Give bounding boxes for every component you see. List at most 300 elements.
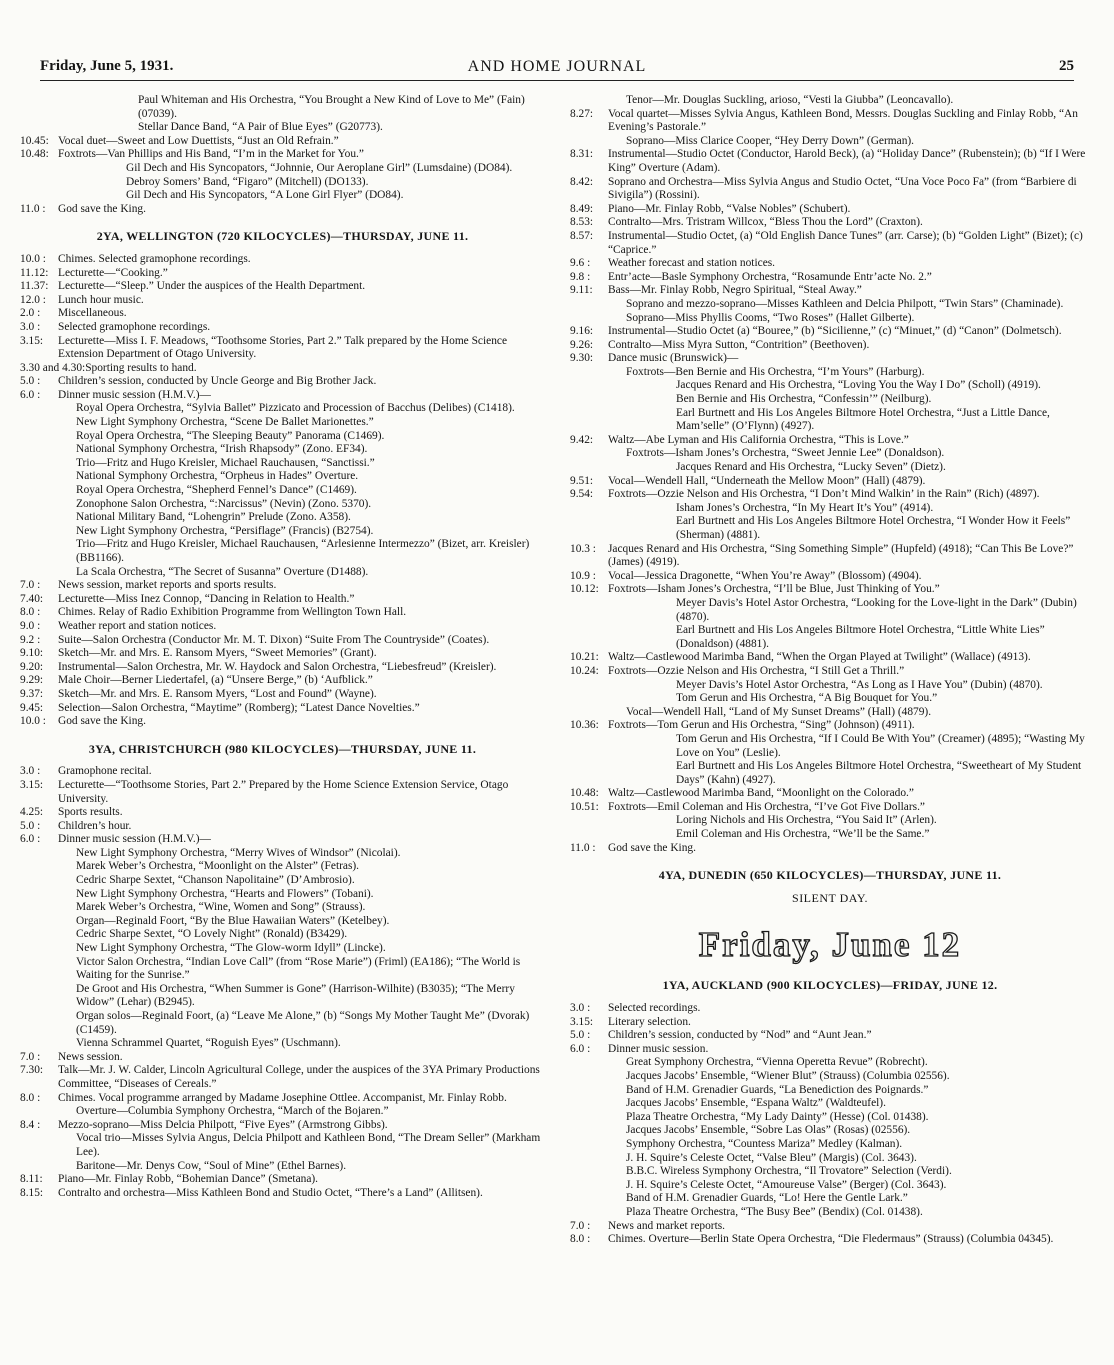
entry-text: Children’s session, conducted by “Nod” and “Aunt Jean.” (608, 1029, 872, 1042)
entry-text: Gramophone recital. (58, 765, 152, 778)
program-entry (570, 1165, 1090, 1179)
program-entry (570, 1043, 1090, 1057)
program-entry (570, 339, 1090, 353)
program-entry (570, 1124, 1090, 1138)
entry-time: 4.25: (20, 806, 44, 819)
entry-text: Weather report and station notices. (58, 619, 217, 632)
entry-text: Instrumental—Studio Octet, (a) “Old English Dance Tunes” (arr. Carse); (b) “Golden Light” (Bizet); (c) “Caprice.” (608, 229, 1083, 256)
program-entry (570, 1070, 1090, 1084)
entry-text: Chimes. Selected gramophone recordings. (58, 252, 251, 265)
entry-text: J. H. Squire’s Celeste Octet, “Valse Bleu” (Margis) (Col. 3643). (626, 1151, 917, 1164)
entry-text: New Light Symphony Orchestra, “Scene De Ballet Marionettes.” (76, 416, 374, 429)
entry-text: De Groot and His Orchestra, “When Summer is Gone” (Harrison-Wilhite) (B3035); “The Merry Widow” (Lehar) (B2945). (76, 982, 515, 1009)
entry-time: 9.37: (20, 687, 44, 700)
entry-time: 8.49: (570, 202, 594, 215)
program-entry (570, 543, 1090, 570)
program-entry (20, 294, 545, 308)
program-entry (570, 502, 1090, 516)
entry-text: Trio—Fritz and Hugo Kreisler, Michael Rauchausen, “Arlesienne Intermezzo” (Bizet, arr. Kreisler) (BB1166). (76, 538, 530, 564)
program-entry (570, 760, 1090, 787)
entry-text: Meyer Davis’s Hotel Astor Orchestra, “Looking for the Love-light in the Dark” (Dubin) (4870). (676, 596, 1077, 623)
program-entry (20, 307, 545, 321)
entry-text: News and market reports. (608, 1219, 726, 1232)
program-entry (20, 956, 545, 983)
entry-text: Foxtrots—Isham Jones’s Orchestra, “Sweet Jennie Lee” (Donaldson). (626, 447, 945, 460)
entry-time: 9.26: (570, 338, 594, 351)
entry-text: Selected recordings. (608, 1002, 701, 1015)
program-entry (20, 688, 545, 702)
program-entry (20, 389, 545, 403)
entry-time: 9.0 : (20, 619, 41, 632)
entry-text: Earl Burtnett and His Los Angeles Biltmore Hotel Orchestra, “Little White Lies” (Donaldson) (4881). (676, 624, 1045, 650)
program-entry (20, 375, 545, 389)
entry-time: 8.31: (570, 148, 594, 161)
program-entry (20, 1187, 545, 1201)
entry-time: 10.48: (570, 787, 599, 800)
entry-time: 8.15: (20, 1186, 44, 1199)
program-entry (20, 942, 545, 956)
entry-text: Foxtrots—Ozzie Nelson and His Orchestra, “I Don’t Mind Walkin’ in the Rain” (Rich) (4897). (608, 488, 1040, 501)
section-heading-christchurch: 3YA, CHRISTCHURCH (980 KILOCYCLES)—THURSDAY, JUNE 11. (88, 741, 477, 756)
program-entry (570, 461, 1090, 475)
program-entry (20, 267, 545, 281)
entry-text: Waltz—Abe Lyman and His California Orchestra, “This is Love.” (608, 433, 909, 446)
program-entry (570, 94, 1090, 108)
program-entry (570, 515, 1090, 542)
entry-text: Waltz—Castlewood Marimba Band, “When the Organ Played at Twilight” (Wallace) (4913). (608, 651, 1031, 664)
entry-text: Soprano—Miss Clarice Cooper, “Hey Derry Down” (German). (626, 134, 915, 147)
program-entry (570, 1220, 1090, 1234)
entry-time: 8.53: (570, 216, 594, 229)
entry-text: Lecturette—“Toothsome Stories, Part 2.” Prepared by the Home Science Extension Service, Otago University. (58, 778, 509, 805)
entry-time: 11.0 : (20, 202, 46, 215)
entry-text: Victor Salon Orchestra, “Indian Love Call” (from “Rose Marie”) (Friml) (EA186); “The World is Waiting for the Sunrise.” (76, 955, 521, 982)
program-entry (20, 189, 545, 203)
entry-text: Royal Opera Orchestra, “The Sleeping Beauty” Panorama (C1469). (76, 429, 385, 442)
program-entry (20, 874, 545, 888)
program-entry (20, 430, 545, 444)
entry-time: 9.51: (570, 474, 594, 487)
entry-time: 10.21: (570, 651, 599, 664)
program-entry (20, 915, 545, 929)
entry-time: 10.0 : (20, 252, 46, 265)
entry-text: Tom Gerun and His Orchestra, “If I Could Be With You” (Creamer) (4895); “Wasting My Love on You” (Leslie). (676, 732, 1085, 759)
program-entry (570, 1097, 1090, 1111)
entry-text: Meyer Davis’s Hotel Astor Orchestra, “As Long as I Have You” (Dubin) (4870). (676, 678, 1043, 691)
entry-text: Contralto and orchestra—Miss Kathleen Bond and Studio Octet, “There’s a Land” (Allitsen). (58, 1186, 483, 1199)
entry-text: Band of H.M. Grenadier Guards, “La Benediction des Poignards.” (626, 1083, 929, 1096)
program-entry (20, 715, 545, 729)
entry-time: 11.37: (20, 280, 49, 293)
entry-time: 9.20: (20, 660, 44, 673)
entry-text: Plaza Theatre Orchestra, “My Lady Dainty” (Hesse) (Col. 01438). (626, 1110, 929, 1123)
program-entry (570, 1138, 1090, 1152)
entry-text: Great Symphony Orchestra, “Vienna Operetta Revue” (Robrecht). (626, 1056, 928, 1069)
entry-time: 2.0 : (20, 307, 41, 320)
program-entry (570, 1152, 1090, 1166)
program-entry (570, 733, 1090, 760)
program-entry (570, 801, 1090, 815)
program-entry (570, 665, 1090, 679)
program-entry (570, 1056, 1090, 1070)
entry-time: 7.0 : (570, 1219, 591, 1232)
program-entry (20, 94, 545, 121)
entry-time: 3.0 : (20, 765, 41, 778)
entry-time: 9.30: (570, 352, 594, 365)
entry-text: Instrumental—Studio Octet (a) “Bouree,” (b) “Sicilienne,” (c) “Minuet,” (d) “Canon” (Dolmetsch). (608, 325, 1062, 338)
entry-time: 7.30: (20, 1064, 44, 1077)
entry-text: Vienna Schrammel Quartet, “Roguish Eyes” (Uschmann). (76, 1037, 341, 1050)
program-entry (20, 148, 545, 162)
entry-time: 5.0 : (20, 819, 41, 832)
program-entry (570, 108, 1090, 135)
program-entry (570, 135, 1090, 149)
entry-text: Vocal—Wendell Hall, “Underneath the Mellow Moon” (Hall) (4879). (608, 474, 926, 487)
program-entry (20, 1064, 545, 1091)
program-entry (20, 402, 545, 416)
program-entry (570, 434, 1090, 448)
program-entry (570, 597, 1090, 624)
program-entry (570, 1016, 1090, 1030)
entry-time: 9.16: (570, 325, 594, 338)
entry-time: 8.0 : (570, 1233, 591, 1246)
entry-time: 9.54: (570, 488, 594, 501)
entry-text: Overture—Columbia Symphony Orchestra, “March of the Bojaren.” (76, 1105, 389, 1118)
entry-text: Gil Dech and His Syncopators, “A Lone Girl Flyer” (DO84). (126, 189, 404, 202)
program-entry (570, 379, 1090, 393)
program-entry (570, 570, 1090, 584)
program-entry (20, 280, 545, 294)
entry-text: Stellar Dance Band, “A Pair of Blue Eyes” (G20773). (138, 121, 383, 134)
program-entry (570, 814, 1090, 828)
page-number: 25 (1059, 58, 1074, 74)
program-entry (570, 651, 1090, 665)
entry-time: 5.0 : (20, 375, 41, 388)
program-entry (20, 176, 545, 190)
entry-text: Sporting results to hand. (85, 361, 197, 374)
entry-time: 8.57: (570, 229, 594, 242)
program-entry (20, 416, 545, 430)
entry-text: Earl Burtnett and His Los Angeles Biltmore Hotel Orchestra, “I Wonder How it Feels” (Sherman) (4881). (676, 515, 1071, 541)
entry-time: 9.8 : (570, 270, 591, 283)
entry-text: Miscellaneous. (58, 307, 127, 320)
program-entry (20, 833, 545, 847)
program-entry (20, 1132, 545, 1159)
program-entry (570, 216, 1090, 230)
entry-text: Jacques Renard and His Orchestra, “Lucky Seven” (Dietz). (676, 461, 946, 474)
entry-text: Sports results. (58, 806, 123, 819)
entry-text: Contralto—Mrs. Tristram Willcox, “Bless Thou the Lord” (Craxton). (608, 216, 923, 229)
program-entry (570, 1192, 1090, 1206)
program-entry (20, 820, 545, 834)
entry-text: Contralto—Miss Myra Sutton, “Contrition” (Beethoven). (608, 338, 870, 351)
entry-text: Piano—Mr. Finlay Robb, “Valse Nobles” (Schubert). (608, 202, 851, 215)
program-entry (20, 765, 545, 779)
program-entry (570, 679, 1090, 693)
entry-text: Dinner music session (H.M.V.)— (58, 833, 211, 846)
program-entry (20, 498, 545, 512)
entry-time: 7.0 : (20, 579, 41, 592)
entry-text: Loring Nichols and His Orchestra, “You Said It” (Arlen). (676, 814, 937, 827)
section-heading-wellington: 2YA, WELLINGTON (720 KILOCYCLES)—THURSDAY, JUNE 11. (96, 229, 469, 244)
entry-text: Instrumental—Salon Orchestra, Mr. W. Haydock and Salon Orchestra, “Liebesfreud” (Kreisler). (58, 660, 497, 673)
entry-text: Talk—Mr. J. W. Calder, Lincoln Agricultural College, under the auspices of the 3YA Primary Productions Committee, “Diseases of Cereals.” (58, 1064, 540, 1090)
entry-text: Soprano and mezzo-soprano—Misses Kathleen and Delcia Philpott, “Twin Stars” (Chaminade). (626, 297, 1064, 310)
entry-text: J. H. Squire’s Celeste Octet, “Amoureuse Valse” (Berger) (Col. 3643). (626, 1178, 947, 1191)
program-list (20, 253, 545, 729)
entry-text: Chimes. Relay of Radio Exhibition Programme from Wellington Town Hall. (58, 606, 407, 619)
program-entry (20, 901, 545, 915)
program-entry (570, 203, 1090, 217)
issue-date: Friday, June 5, 1931. (40, 58, 174, 74)
entry-text: Children’s session, conducted by Uncle George and Big Brother Jack. (58, 375, 377, 388)
entry-time: 8.11: (20, 1173, 43, 1186)
entry-text: Marek Weber’s Orchestra, “Wine, Women and Song” (Strauss). (76, 901, 366, 914)
entry-text: National Symphony Orchestra, “Orpheus in Hades” Overture. (76, 470, 359, 483)
entry-text: Jacques Jacobs’ Ensemble, “Wiener Blut” (Strauss) (Columbia 02556). (626, 1070, 950, 1082)
entry-text: Symphony Orchestra, “Countess Mariza” Medley (Kalman). (626, 1137, 903, 1150)
program-entry (570, 407, 1090, 434)
program-entry (570, 148, 1090, 175)
entry-time: 8.42: (570, 175, 594, 188)
entry-text: Lecturette—Miss I. F. Meadows, “Toothsome Stories, Part 2.” Talk prepared by the Home Science Extension Department of Otago University. (58, 334, 507, 361)
entry-text: Cedric Sharpe Sextet, “O Lovely Night” (Ronald) (B3429). (76, 928, 348, 941)
entry-time: 11.12: (20, 266, 49, 279)
entry-text: B.B.C. Wireless Symphony Orchestra, “Il Trovatore” Selection (Verdi). (626, 1165, 952, 1178)
entry-text: News session. (58, 1050, 123, 1063)
program-entry (570, 312, 1090, 326)
program-entry (570, 393, 1090, 407)
entry-time: 5.0 : (570, 1029, 591, 1042)
program-entry (20, 1037, 545, 1051)
program-entry (20, 457, 545, 471)
program-entry (570, 719, 1090, 733)
entry-text: National Military Band, “Lohengrin” Prelude (Zono. A358). (76, 511, 351, 524)
section-heading-auckland: 1YA, AUCKLAND (900 KILOCYCLES)—FRIDAY, JUNE 12. (662, 978, 998, 993)
entry-text: Zonophone Salon Orchestra, “:Narcissus” (Nevin) (Zono. 5370). (76, 497, 372, 510)
entry-text: Foxtrots—Van Phillips and His Band, “I’m in the Market for You.” (58, 148, 364, 161)
program-entry (570, 842, 1090, 856)
entry-text: Organ solos—Reginald Foort, (a) “Leave Me Alone,” (b) “Songs My Mother Taught Me” (Dvorak) (C1459). (76, 1010, 530, 1036)
entry-text: Marek Weber’s Orchestra, “Moonlight on the Alster” (Fetras). (76, 860, 360, 873)
right-column (570, 94, 1090, 1247)
entry-time: 8.0 : (20, 606, 41, 619)
program-entry (570, 787, 1090, 801)
program-entry (20, 121, 545, 135)
day-heading: Friday, June 12 (698, 925, 962, 965)
page-header (40, 58, 1074, 82)
left-column (20, 94, 545, 1200)
entry-text: Bass—Mr. Finlay Robb, Negro Spiritual, “Steal Away.” (608, 284, 862, 297)
entry-text: God save the King. (58, 715, 146, 728)
entry-time: 9.11: (570, 284, 593, 297)
entry-text: Vocal quartet—Misses Sylvia Angus, Kathleen Bond, Messrs. Douglas Suckling and Finlay Robb, “An Evening’s Pastorale.” (608, 107, 1078, 134)
program-entry (20, 335, 545, 362)
entry-text: Emil Coleman and His Orchestra, “We’ll be the Same.” (676, 828, 930, 841)
entry-text: Royal Opera Orchestra, “Sylvia Ballet” Pizzicato and Procession of Bacchus (Delibes) (C1418). (76, 402, 515, 415)
entry-text: New Light Symphony Orchestra, “Hearts and Flowers” (Tobani). (76, 887, 374, 900)
entry-text: News session, market reports and sports results. (58, 579, 277, 592)
entry-text: Vocal duet—Sweet and Low Duettists, “Just an Old Refrain.” (58, 134, 339, 147)
entry-text: Earl Burtnett and His Los Angeles Biltmore Hotel Orchestra, “Sweetheart of My Student Days” (Kahn) (4927). (676, 760, 1082, 786)
entry-text: Dinner music session (H.M.V.)— (58, 388, 211, 401)
journal-title: AND HOME JOURNAL (467, 58, 647, 75)
entry-text: Soprano—Miss Phyllis Cooms, “Two Roses” (Hallet Gilberte). (626, 311, 915, 324)
program-entry (20, 1051, 545, 1065)
entry-time: 8.4 : (20, 1118, 41, 1131)
program-entry (20, 620, 545, 634)
entry-time: 9.45: (20, 701, 44, 714)
entry-text: Lecturette—“Sleep.” Under the auspices of the Health Department. (58, 280, 366, 293)
entry-text: Suite—Salon Orchestra (Conductor Mr. M. T. Dixon) “Suite From The Countryside” (Coates). (58, 633, 490, 646)
entry-text: Cedric Sharpe Sextet, “Chanson Napolitaine” (D’Ambrosio). (76, 874, 355, 887)
program-entry (570, 366, 1090, 380)
entry-time: 7.0 : (20, 1050, 41, 1063)
program-entry (20, 647, 545, 661)
program-entry (570, 257, 1090, 271)
entry-text: Vocal—Wendell Hall, “Land of My Sunset Dreams” (Hall) (4879). (626, 705, 932, 718)
entry-time: 6.0 : (570, 1042, 591, 1055)
program-entry (570, 583, 1090, 597)
entry-time: 3.0 : (570, 1002, 591, 1015)
program-entry (570, 706, 1090, 720)
entry-text: Selected gramophone recordings. (58, 320, 211, 333)
entry-text: Ben Bernie and His Orchestra, “Confessin’” (Neilburg). (676, 393, 932, 406)
entry-text: Sketch—Mr. and Mrs. E. Ransom Myers, “Sweet Memories” (Grant). (58, 647, 377, 660)
entry-text: Earl Burtnett and His Los Angeles Biltmore Hotel Orchestra, “Just a Little Dance, Mam’selle” (O’Flynn) (4927). (676, 406, 1050, 433)
program-entry (20, 525, 545, 539)
program-entry (20, 593, 545, 607)
entry-text: Plaza Theatre Orchestra, “The Busy Bee” (Bendix) (Col. 01438). (626, 1205, 923, 1218)
program-entry (570, 230, 1090, 257)
program-entry (570, 447, 1090, 461)
entry-text: Foxtrots—Emil Coleman and His Orchestra, “I’ve Got Five Dollars.” (608, 800, 925, 813)
program-entry (20, 983, 545, 1010)
program-entry (20, 634, 545, 648)
entry-text: Royal Opera Orchestra, “Shepherd Fennel’s Dance” (C1469). (76, 484, 357, 497)
program-entry (20, 162, 545, 176)
entry-text: Jacques Jacobs’ Ensemble, “Espana Waltz” (Waldteufel). (626, 1097, 886, 1110)
program-entry (20, 484, 545, 498)
program-entry (570, 176, 1090, 203)
entry-text: Literary selection. (608, 1015, 691, 1028)
entry-time: 3.0 : (20, 320, 41, 333)
entry-text: Dance music (Brunswick)— (608, 352, 739, 365)
program-entry (20, 1010, 545, 1037)
program-entry (570, 692, 1090, 706)
entry-text: God save the King. (608, 841, 696, 854)
header-rule (40, 80, 1074, 81)
program-list (570, 1002, 1090, 1247)
program-entry (20, 1160, 545, 1174)
program-entry (20, 253, 545, 267)
entry-time: 7.40: (20, 592, 44, 605)
entry-text: Piano—Mr. Finlay Robb, “Bohemian Dance” (Smetana). (58, 1173, 319, 1186)
entry-text: Waltz—Castlewood Marimba Band, “Moonlight on the Colorado.” (608, 787, 914, 800)
entry-text: God save the King. (58, 202, 146, 215)
entry-text: Paul Whiteman and His Orchestra, “You Brought a New Kind of Love to Me” (Fain) (07039). (138, 94, 525, 120)
program-entry (20, 1105, 545, 1119)
entry-time: 9.2 : (20, 633, 41, 646)
entry-text: Jacques Jacobs’ Ensemble, “Sobre Las Olas” (Rosas) (02556). (626, 1124, 911, 1137)
entry-text: National Symphony Orchestra, “Irish Rhapsody” (Zono. EF34). (76, 443, 368, 456)
program-entry (20, 1092, 545, 1106)
entry-text: Selection—Salon Orchestra, “Maytime” (Romberg); “Latest Dance Novelties.” (58, 701, 420, 714)
program-entry (570, 298, 1090, 312)
program-entry (570, 284, 1090, 298)
program-entry (20, 362, 545, 376)
entry-text: Debroy Somers’ Band, “Figaro” (Mitchell) (DO133). (126, 175, 369, 188)
entry-text: Weather forecast and station notices. (608, 257, 776, 270)
program-entry (20, 847, 545, 861)
entry-text: Foxtrots—Ozzie Nelson and His Orchestra, “I Still Get a Thrill.” (608, 664, 905, 677)
entry-text: Male Choir—Berner Liedertafel, (a) “Unsere Berge,” (b) ‘Aufblick.” (58, 674, 373, 687)
entry-text: Soprano and Orchestra—Miss Sylvia Angus and Studio Octet, “Una Voce Poco Fa” (from “Barbiere di Sivigila”) (Rossini). (608, 175, 1077, 202)
entry-text: Foxtrots—Ben Bernie and His Orchestra, “I’m Yours” (Harburg). (626, 365, 925, 378)
entry-text: New Light Symphony Orchestra, “The Glow-worm Idyll” (Lincke). (76, 942, 386, 955)
program-entry (20, 203, 545, 217)
entry-time: 9.10: (20, 647, 44, 660)
entry-text: Trio—Fritz and Hugo Kreisler, Michael Rauchausen, “Sanctissi.” (76, 456, 375, 469)
program-entry (570, 1206, 1090, 1220)
entry-text: La Scala Orchestra, “The Secret of Susanna” Overture (D1488). (76, 565, 369, 578)
entry-text: Isham Jones’s Orchestra, “In My Heart It’s You” (4914). (676, 501, 934, 514)
entry-text: Instrumental—Studio Octet (Conductor, Harold Beck), (a) “Holiday Dance” (Rubenstein); (b) “If I Were King” Overture (Adam). (608, 148, 1086, 174)
entry-time: 3.15: (20, 334, 44, 347)
entry-text: Sketch—Mr. and Mrs. E. Ransom Myers, “Lost and Found” (Wayne). (58, 687, 377, 700)
entry-text: Gil Dech and His Syncopators, “Johnnie, Our Aeroplane Girl” (Lumsdaine) (DO84). (126, 161, 513, 174)
entry-time: 9.42: (570, 433, 594, 446)
entry-time: 10.48: (20, 148, 49, 161)
entry-text: Dinner music session. (608, 1042, 709, 1055)
silent-day-note: SILENT DAY. (792, 890, 868, 905)
entry-text: Lunch hour music. (58, 293, 144, 306)
program-entry (570, 488, 1090, 502)
entry-time: 10.24: (570, 664, 599, 677)
entry-text: Chimes. Vocal programme arranged by Madame Josephine Ottlee. Accompanist, Mr. Finlay Robb. (58, 1091, 507, 1104)
program-entry (20, 779, 545, 806)
program-entry (20, 674, 545, 688)
program-entry (570, 352, 1090, 366)
entry-time: 6.0 : (20, 388, 41, 401)
program-entry (20, 806, 545, 820)
program-entry (20, 443, 545, 457)
entry-text: Organ—Reginald Foort, “By the Blue Hawaiian Waters” (Ketelbey). (76, 914, 390, 927)
program-entry (570, 624, 1090, 651)
program-list (20, 765, 545, 1200)
entry-time: 9.29: (20, 674, 44, 687)
entry-time: 10.51: (570, 800, 599, 813)
program-entry (20, 661, 545, 675)
program-entry (20, 579, 545, 593)
program-entry (570, 475, 1090, 489)
entry-text: Band of H.M. Grenadier Guards, “Lo! Here the Gentle Lark.” (626, 1192, 908, 1205)
entry-text: Children’s hour. (58, 819, 132, 832)
entry-text: Tom Gerun and His Orchestra, “A Big Bouquet for You.” (676, 692, 938, 705)
program-entry (570, 1233, 1090, 1247)
program-entry (570, 1179, 1090, 1193)
entry-text: Mezzo-soprano—Miss Delcia Philpott, “Five Eyes” (Armstrong Gibbs). (58, 1118, 388, 1131)
program-entry (20, 928, 545, 942)
program-entry (20, 888, 545, 902)
entry-text: New Light Symphony Orchestra, “Persiflage” (Francis) (B2754). (76, 524, 374, 537)
entry-time: 3.15: (570, 1015, 594, 1028)
entry-text: Entr’acte—Basle Symphony Orchestra, “Rosamunde Entr’acte No. 2.” (608, 270, 932, 283)
program-entry (20, 860, 545, 874)
entry-time: 8.0 : (20, 1091, 41, 1104)
program-entry (20, 470, 545, 484)
entry-time: 10.3 : (570, 542, 596, 555)
